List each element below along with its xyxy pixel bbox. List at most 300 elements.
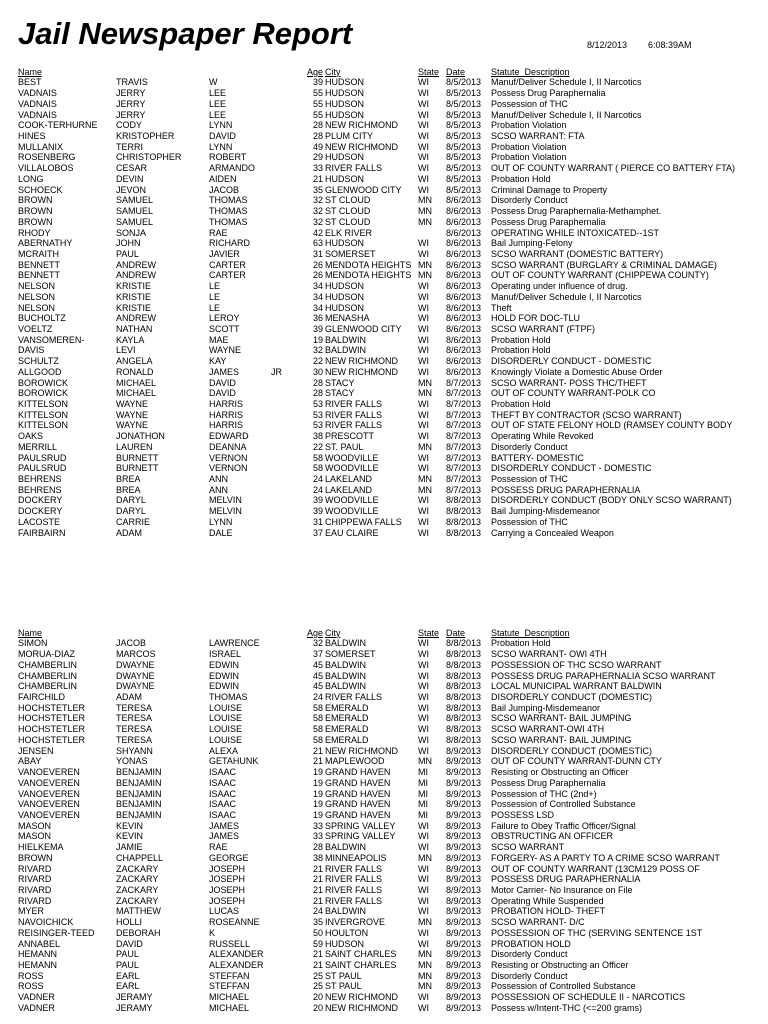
report-title: Jail Newspaper Report (18, 16, 353, 51)
middle-name-cell: HARRIS (209, 399, 244, 409)
last-name-cell: BROWN (18, 206, 53, 217)
date-cell: 8/5/2013 (446, 120, 482, 131)
date-cell: 8/9/2013 (446, 809, 482, 820)
last-name-cell: HOCHSTETLER (18, 724, 86, 735)
suffix-cell (271, 77, 291, 88)
middle-name-cell: THOMAS (209, 195, 248, 206)
suffix-cell (271, 495, 291, 506)
statute-description-cell: Probation Hold (491, 345, 551, 356)
suffix-cell (271, 959, 291, 970)
city-cell: WOODVILLE (325, 463, 379, 474)
state-cell: WI (418, 345, 429, 356)
age-cell: 59 (312, 938, 323, 949)
age-cell: 45 (312, 681, 323, 692)
table-row (18, 713, 761, 724)
last-name-cell: SCHULTZ (18, 356, 59, 367)
suffix-cell (271, 938, 291, 949)
middle-name-cell: JAVIER (209, 248, 240, 259)
state-cell: WI (418, 516, 429, 527)
suffix-cell (271, 991, 291, 1002)
date-cell: 8/6/2013 (446, 259, 482, 270)
middle-name-cell: LEROY (209, 313, 240, 324)
date-cell: 8/7/2013 (446, 441, 482, 452)
city-cell: INVERGROVE (325, 917, 386, 928)
first-name-cell: TERESA (116, 734, 153, 745)
last-name-cell: VANOEVEREN (18, 809, 80, 820)
table-row (18, 895, 761, 906)
city-cell: PLUM CITY (325, 131, 374, 142)
first-name-cell: SAMUEL (116, 216, 154, 227)
table-row (18, 927, 761, 938)
city-cell: WOODVILLE (325, 506, 379, 517)
date-cell: 8/6/2013 (446, 291, 482, 302)
header-state: State (418, 627, 440, 638)
state-cell: WI (418, 131, 429, 142)
middle-name-cell: ISAAC (209, 767, 237, 778)
state-cell: WI (418, 670, 429, 681)
statute-description-cell: Operating While Suspended (491, 895, 604, 906)
age-cell: 34 (312, 291, 323, 302)
date-cell: 8/7/2013 (446, 420, 482, 431)
city-cell: EAU CLAIRE (325, 527, 379, 538)
report-table-1 (18, 66, 761, 538)
date-cell: 8/6/2013 (446, 313, 482, 324)
date-cell: 8/5/2013 (446, 109, 482, 120)
last-name-cell: DOCKERY (18, 506, 63, 517)
city-cell: HUDSON (325, 109, 365, 120)
last-name-cell: BOROWICK (18, 388, 69, 399)
middle-name-cell: THOMAS (209, 206, 248, 217)
first-name-cell: BREA (116, 474, 141, 485)
date-cell: 8/6/2013 (446, 248, 482, 259)
state-cell: WI (418, 313, 429, 324)
middle-name-cell: LOUISE (209, 713, 243, 724)
statute-description-cell: SCSO WARRANT: FTA (491, 131, 585, 142)
date-cell: 8/8/2013 (446, 734, 482, 745)
table-row (18, 87, 761, 98)
state-cell: MN (418, 917, 432, 928)
last-name-cell: ROSENBERG (18, 152, 76, 163)
state-cell: WI (418, 120, 429, 131)
statute-description-cell: POSSESS DRUG PARAPHERNALIA (491, 484, 641, 495)
table-row (18, 98, 761, 109)
statute-description-cell: Possess w/Intent-THC (<=200 grams) (491, 1002, 643, 1013)
statute-description-cell: Operating under influence of drug. (491, 281, 628, 292)
statute-description-cell: Possession of Controlled Substance (491, 799, 636, 810)
age-cell: 21 (312, 960, 323, 970)
state-cell: WI (418, 238, 429, 249)
suffix-cell (271, 745, 291, 756)
suffix-cell (271, 970, 291, 981)
middle-name-cell: ANN (209, 484, 229, 495)
last-name-cell: MASON (18, 831, 52, 842)
middle-name-cell: EDWIN (209, 681, 239, 692)
first-name-cell: JAMIE (116, 842, 143, 853)
age-cell: 53 (312, 420, 323, 431)
suffix-cell (271, 441, 291, 452)
age-cell: 37 (312, 527, 323, 538)
first-name-cell: BENJAMIN (116, 799, 162, 810)
age-cell: 58 (312, 452, 323, 463)
date-cell: 8/8/2013 (446, 638, 482, 649)
state-cell: MN (418, 206, 432, 217)
date-cell: 8/9/2013 (446, 895, 482, 906)
date-cell: 8/6/2013 (446, 216, 482, 227)
city-cell: SAINT CHARLES (325, 949, 397, 960)
age-cell: 19 (312, 799, 323, 810)
statute-description-cell: OBSTRUCTING AN OFFICER (491, 831, 614, 842)
statute-description-cell: Probation Violation (491, 120, 567, 131)
last-name-cell: KITTELSON (18, 399, 69, 409)
table-row (18, 756, 761, 767)
last-name-cell: HEMANN (18, 949, 58, 960)
suffix-cell (271, 259, 291, 270)
last-name-cell: KITTELSON (18, 420, 69, 431)
city-cell: BALDWIN (325, 334, 367, 345)
suffix-cell (271, 430, 291, 441)
state-cell: MI (418, 809, 428, 820)
suffix-cell (271, 162, 291, 173)
age-cell: 38 (312, 852, 323, 863)
statute-description-cell: Theft (491, 302, 512, 313)
state-cell: MN (418, 981, 432, 992)
statute-description-cell: OUT OF COUNTY WARRANT (CHIPPEWA COUNTY) (491, 270, 709, 281)
date-cell: 8/9/2013 (446, 767, 482, 778)
last-name-cell: VADNAIS (18, 109, 57, 120)
first-name-cell: TERESA (116, 724, 153, 735)
first-name-cell: TERESA (116, 702, 153, 713)
suffix-cell (271, 713, 291, 724)
table-row (18, 313, 761, 324)
state-cell: WI (418, 452, 429, 463)
first-name-cell: TERESA (116, 713, 153, 724)
date-cell: 8/9/2013 (446, 1002, 482, 1013)
first-name-cell: MATTHEW (116, 906, 161, 917)
statute-description-cell: DISORDERLY CONDUCT (DOMESTIC) (491, 692, 653, 703)
state-cell: MN (418, 756, 432, 767)
table-row (18, 884, 761, 895)
first-name-cell: DWAYNE (116, 681, 155, 692)
statute-description-cell: OUT OF COUNTY WARRANT-POLK CO (491, 388, 656, 399)
statute-description-cell: OUT OF COUNTY WARRANT-DUNN CTY (491, 756, 662, 767)
middle-name-cell: DALE (209, 527, 233, 538)
last-name-cell: ALLGOOD (18, 366, 62, 377)
state-cell: WI (418, 356, 429, 367)
statute-description-cell: BATTERY- DOMESTIC (491, 452, 584, 463)
city-cell: BALDWIN (325, 638, 367, 649)
table-row (18, 745, 761, 756)
city-cell: NEW RICHMOND (325, 366, 398, 377)
age-cell: 33 (312, 820, 323, 831)
age-cell: 55 (312, 109, 323, 120)
city-cell: WOODVILLE (325, 495, 379, 506)
first-name-cell: ZACKARY (116, 863, 159, 874)
date-cell: 8/9/2013 (446, 917, 482, 928)
city-cell: EMERALD (325, 702, 369, 713)
first-name-cell: JOHN (116, 238, 141, 249)
middle-name-cell: RAE (209, 227, 228, 238)
city-cell: SOMERSET (325, 649, 376, 660)
last-name-cell: NELSON (18, 291, 56, 302)
statute-description-cell: SCSO WARRANT- POSS THC/THEFT (491, 377, 647, 388)
suffix-cell (271, 841, 291, 852)
last-name-cell: VADNAIS (18, 88, 57, 99)
statute-description-cell: POSSESSION OF SCHEDULE II - NARCOTICS (491, 992, 686, 1003)
state-cell: MN (418, 270, 432, 281)
last-name-cell: MYER (18, 906, 45, 917)
date-cell: 8/8/2013 (446, 670, 482, 681)
city-cell: CHIPPEWA FALLS (325, 516, 402, 527)
city-cell: SPRING VALLEY (325, 820, 396, 831)
suffix-cell (271, 409, 291, 420)
middle-name-cell: K (209, 927, 216, 938)
middle-name-cell: ROSEANNE (209, 917, 260, 928)
city-cell: GRAND HAVEN (325, 809, 391, 820)
last-name-cell: OAKS (18, 431, 44, 442)
suffix-cell (271, 681, 291, 692)
date-cell: 8/7/2013 (446, 452, 482, 463)
first-name-cell: MARCOS (116, 649, 156, 660)
last-name-cell: ANNABEL (18, 938, 61, 949)
date-cell: 8/7/2013 (446, 431, 482, 442)
table-row (18, 420, 761, 431)
middle-name-cell: AIDEN (209, 173, 237, 184)
first-name-cell: ZACKARY (116, 874, 159, 885)
suffix-cell (271, 270, 291, 281)
city-cell: NEW RICHMOND (325, 356, 398, 367)
last-name-cell: CHAMBERLIN (18, 670, 78, 681)
age-cell: 34 (312, 302, 323, 313)
date-cell: 8/9/2013 (446, 884, 482, 895)
age-cell: 25 (312, 981, 323, 992)
suffix-cell (271, 227, 291, 238)
age-cell: 24 (312, 474, 323, 485)
date-cell: 8/9/2013 (446, 927, 482, 938)
date-cell: 8/7/2013 (446, 474, 482, 485)
middle-name-cell: JAMES (209, 831, 240, 842)
age-cell: 33 (312, 831, 323, 842)
table-row (18, 195, 761, 206)
date-cell: 8/7/2013 (446, 463, 482, 474)
middle-name-cell: LAWRENCE (209, 638, 260, 649)
suffix-cell (271, 734, 291, 745)
first-name-cell: KAYLA (116, 334, 145, 345)
last-name-cell: VADNER (18, 992, 55, 1003)
table-row (18, 205, 761, 216)
statute-description-cell: Possession of THC (491, 474, 568, 485)
first-name-cell: JERRY (116, 88, 146, 99)
last-name-cell: BOROWICK (18, 377, 69, 388)
middle-name-cell: DEANNA (209, 441, 247, 452)
suffix-cell (271, 345, 291, 356)
state-cell: WI (418, 302, 429, 313)
state-cell: WI (418, 184, 429, 195)
first-name-cell: LEVI (116, 345, 136, 356)
first-name-cell: ANDREW (116, 270, 156, 281)
statute-description-cell: Possess Drug Paraphernalia (491, 216, 606, 227)
middle-name-cell: KAY (209, 356, 227, 367)
statute-description-cell: Manuf/Deliver Schedule I, II Narcotics (491, 291, 642, 302)
suffix-cell (271, 195, 291, 206)
table-row (18, 659, 761, 670)
state-cell: MN (418, 441, 432, 452)
age-cell: 38 (312, 431, 323, 442)
date-cell: 8/8/2013 (446, 724, 482, 735)
header-statute: Statute_Description (491, 66, 570, 77)
table-row (18, 777, 761, 788)
middle-name-cell: ALEXANDER (209, 960, 264, 970)
statute-description-cell: Possession of THC (2nd+) (491, 788, 597, 799)
city-cell: GRAND HAVEN (325, 777, 391, 788)
middle-name-cell: LOUISE (209, 734, 243, 745)
table-row (18, 152, 761, 163)
statute-description-cell: Possession of Controlled Substance (491, 981, 636, 992)
age-cell: 19 (312, 767, 323, 778)
last-name-cell: BROWN (18, 195, 53, 206)
statute-description-cell: Disorderly Conduct (491, 949, 568, 960)
city-cell: RIVER FALLS (325, 409, 383, 420)
state-cell: MN (418, 377, 432, 388)
statute-description-cell: Failure to Obey Traffic Officer/Signal (491, 820, 636, 831)
middle-name-cell: JOSEPH (209, 874, 246, 885)
age-cell: 42 (312, 227, 323, 238)
city-cell: HUDSON (325, 88, 365, 99)
middle-name-cell: RICHARD (209, 238, 251, 249)
first-name-cell: TRAVIS (116, 77, 148, 88)
date-cell: 8/8/2013 (446, 506, 482, 517)
age-cell: 24 (312, 484, 323, 495)
middle-name-cell: LYNN (209, 141, 233, 152)
date-cell: 8/8/2013 (446, 649, 482, 660)
city-cell: HUDSON (325, 281, 365, 292)
statute-description-cell: SCSO WARRANT-OWI 4TH (491, 724, 605, 735)
city-cell: BALDWIN (325, 906, 367, 917)
state-cell: WI (418, 248, 429, 259)
middle-name-cell: ROBERT (209, 152, 247, 163)
statute-description-cell: Knowingly Violate a Domestic Abuse Order (491, 366, 663, 377)
last-name-cell: MASON (18, 820, 52, 831)
statute-description-cell: SCSO WARRANT- BAIL JUMPING (491, 713, 632, 724)
last-name-cell: BROWN (18, 852, 53, 863)
statute-description-cell: DISORDERLY CONDUCT (DOMESTIC) (491, 745, 653, 756)
table-row (18, 734, 761, 745)
last-name-cell: RIVARD (18, 884, 52, 895)
table-row (18, 852, 761, 863)
first-name-cell: BENJAMIN (116, 809, 162, 820)
suffix-cell (271, 109, 291, 120)
last-name-cell: NELSON (18, 302, 56, 313)
first-name-cell: HOLLI (116, 917, 143, 928)
middle-name-cell: JOSEPH (209, 895, 246, 906)
city-cell: ST. PAUL (325, 441, 364, 452)
state-cell: WI (418, 831, 429, 842)
age-cell: 39 (312, 506, 323, 517)
statute-description-cell: SCSO WARRANT- OWI 4TH (491, 649, 607, 660)
table-row (18, 323, 761, 334)
state-cell (418, 227, 446, 238)
table-row (18, 788, 761, 799)
age-cell: 32 (312, 195, 323, 206)
first-name-cell: SONJA (116, 227, 147, 238)
date-cell: 8/8/2013 (446, 659, 482, 670)
table-row (18, 355, 761, 366)
suffix-cell (271, 691, 291, 702)
date-cell: 8/8/2013 (446, 702, 482, 713)
age-cell: 26 (312, 270, 323, 281)
last-name-cell: LONG (18, 173, 44, 184)
statute-description-cell: Resisting or Obstructing an Officer (491, 960, 629, 970)
statute-description-cell: Disorderly Conduct (491, 195, 568, 206)
last-name-cell: JENSEN (18, 745, 54, 756)
age-cell: 39 (312, 77, 323, 88)
city-cell: BALDWIN (325, 345, 367, 356)
statute-description-cell: SCSO WARRANT- D/C (491, 917, 585, 928)
statute-description-cell: Bail Jumping-Misdemeanor (491, 702, 601, 713)
table-row (18, 216, 761, 227)
suffix-cell (271, 141, 291, 152)
date-cell: 8/9/2013 (446, 938, 482, 949)
suffix-cell (271, 648, 291, 659)
statute-description-cell: POSSESSION OF THC SCSO WARRANT (491, 659, 662, 670)
age-cell: 21 (312, 756, 323, 767)
suffix-cell (271, 323, 291, 334)
state-cell: MN (418, 195, 432, 206)
city-cell: EMERALD (325, 713, 369, 724)
date-cell: 8/7/2013 (446, 388, 482, 399)
middle-name-cell: LYNN (209, 120, 233, 131)
middle-name-cell: THOMAS (209, 692, 248, 703)
date-cell: 8/5/2013 (446, 77, 482, 88)
table-row (18, 949, 761, 960)
suffix-cell (271, 473, 291, 484)
first-name-cell: KEVIN (116, 820, 144, 831)
table-row (18, 473, 761, 484)
first-name-cell: TERRI (116, 141, 143, 152)
date-cell: 8/6/2013 (446, 238, 482, 249)
age-cell: 22 (312, 441, 323, 452)
statute-description-cell: Carrying a Concealed Weapon (491, 527, 614, 538)
suffix-cell (271, 205, 291, 216)
city-cell: HOULTON (325, 927, 369, 938)
date-cell: 8/9/2013 (446, 981, 482, 992)
city-cell: HUDSON (325, 938, 365, 949)
last-name-cell: CHAMBERLIN (18, 681, 78, 692)
middle-name-cell: DAVID (209, 131, 236, 142)
state-cell: WI (418, 713, 429, 724)
middle-name-cell: W (209, 77, 218, 88)
table-row (18, 648, 761, 659)
last-name-cell: VILLALOBOS (18, 163, 74, 174)
suffix-cell (271, 291, 291, 302)
age-cell: 58 (312, 463, 323, 474)
table-row (18, 516, 761, 527)
last-name-cell: SCHOECK (18, 184, 63, 195)
suffix-cell (271, 820, 291, 831)
state-cell: WI (418, 409, 429, 420)
middle-name-cell: JOSEPH (209, 884, 246, 895)
statute-description-cell: Possess Drug Paraphernalia (491, 777, 606, 788)
age-cell: 32 (312, 638, 323, 649)
last-name-cell: CHAMBERLIN (18, 659, 78, 670)
header-date: Date (446, 66, 466, 77)
first-name-cell: WAYNE (116, 409, 149, 420)
statute-description-cell: HOLD FOR DOC-TLU (491, 313, 581, 324)
date-cell: 8/6/2013 (446, 366, 482, 377)
statute-description-cell: SCSO WARRANT (491, 842, 565, 853)
table-row (18, 670, 761, 681)
table-row (18, 906, 761, 917)
last-name-cell: HINES (18, 131, 46, 142)
